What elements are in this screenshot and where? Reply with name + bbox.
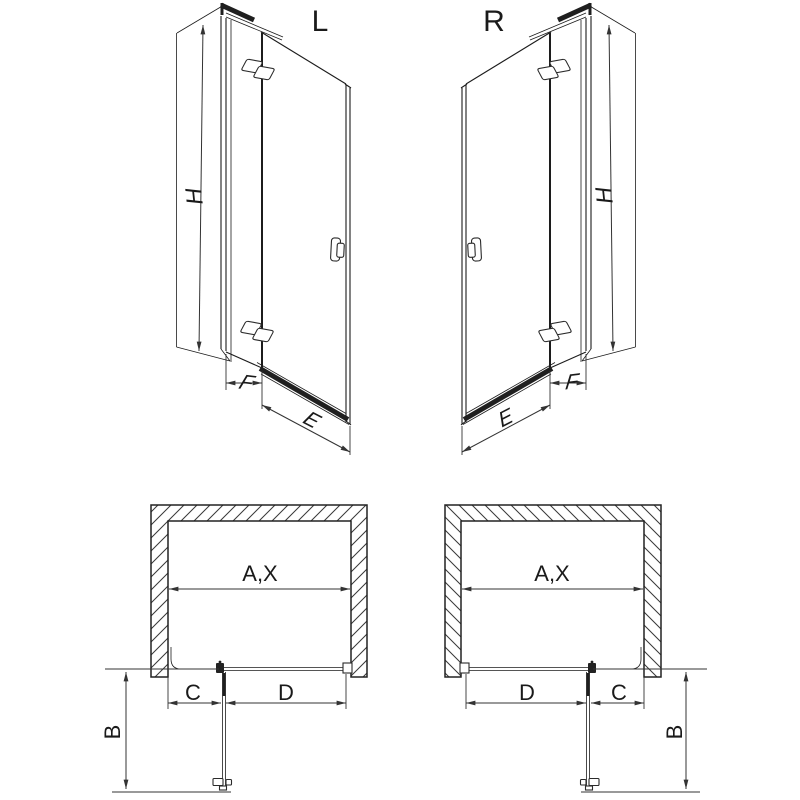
- dim-label-f-left: F: [233, 370, 261, 395]
- plan-view-right: [445, 505, 707, 792]
- labels-layer: [100, 5, 687, 739]
- 3d-view-left: [177, 3, 352, 455]
- plan-view-left: [105, 505, 367, 792]
- dim-label-h-right: H: [590, 185, 618, 205]
- dim-label-d-right: D: [519, 680, 535, 705]
- dim-label-ax-left: A,X: [242, 561, 278, 586]
- 3d-view-right: [461, 3, 636, 455]
- dim-label-d-left: D: [278, 680, 294, 705]
- dim-label-h-left: H: [180, 186, 208, 206]
- version-label-right: R: [483, 5, 505, 38]
- dim-label-c-right: C: [611, 680, 627, 705]
- dim-label-ax-right: A,X: [534, 561, 570, 586]
- version-label-left: L: [311, 5, 329, 38]
- dim-label-f-right: F: [562, 368, 583, 395]
- dim-label-e-left: E: [297, 408, 328, 432]
- dim-label-c-left: C: [185, 680, 201, 705]
- dim-label-e-right: E: [497, 402, 515, 434]
- dim-label-b-left: B: [100, 724, 125, 740]
- dim-label-b-right: B: [662, 724, 687, 740]
